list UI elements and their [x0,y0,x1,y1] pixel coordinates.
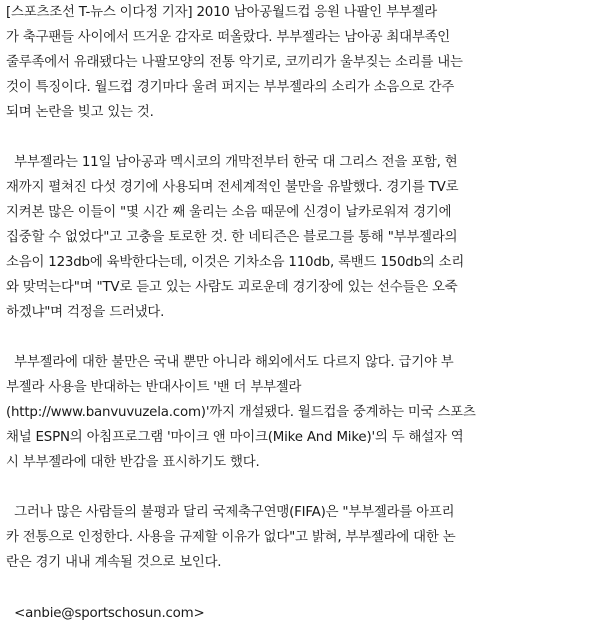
paragraph-gap [6,475,586,500]
text-line: 줄루족에서 유래됐다는 나팔모양의 전통 악기로, 코끼리가 울부짖는 소리를 내는 [6,55,463,70]
text-line: 가 축구팬들 사이에서 뜨거운 감자로 떠올랐다. 부부젤라는 남아공 최대부족인 [6,30,451,45]
text-line: 부젤라 사용을 반대하는 반대사이트 '밴 더 부부젤라 [6,380,302,395]
paragraph-gap [6,575,586,600]
text-line: 란은 경기 내내 계속될 것으로 보인다. [6,555,222,570]
text-line: 그러나 많은 사람들의 불평과 달리 국제축구연맹(FIFA)은 "부부젤라를 아프리 [6,505,455,520]
text-line: 재까지 펼쳐진 다섯 경기에 사용되며 전세계적인 불만을 유발했다. 경기를 TV로 [6,180,459,195]
paragraph-4 [6,500,586,575]
text-line: 부부젤라에 대한 불만은 국내 뿐만 아니라 해외에서도 다르지 않다. 급기야 부 [6,355,454,370]
text-line: 채널 ESPN의 아침프로그램 '마이크 앤 마이크(Mike And Mike)'의 두 해설자 역 [6,430,464,445]
paragraph-3 [6,350,586,475]
text-line: 지켜본 많은 이들이 "몇 시간 째 울리는 소음 때문에 신경이 날카로워져 경기에 [6,205,452,220]
text-line: 하겠냐"며 걱정을 드러냈다. [6,305,165,320]
text-line: (http://www.banvuvuzela.com)'까지 개설됐다. 월드컵을 중계하는 미국 스포츠 [6,405,476,420]
paragraph-2 [6,150,586,325]
text-line: 소음이 123db에 육박한다는데, 이것은 기차소음 110db, 록밴드 150db의 소리 [6,255,465,270]
article-body [6,0,586,626]
text-line: 부부젤라는 11일 남아공과 멕시코의 개막전부터 한국 대 그리스 전을 포함, 현 [6,155,458,170]
text-line: 시 부부젤라에 대한 반감을 표시하기도 했다. [6,455,260,470]
text-line: 것이 특징이다. 월드컵 경기마다 울려 퍼지는 부부젤라의 소리가 소음으로 간주 [6,80,455,95]
text-line: 와 맞먹는다"며 "TV로 듣고 있는 사람도 괴로운데 경기장에 있는 선수들은 오죽 [6,280,458,295]
paragraph-gap [6,125,586,150]
reporter-email: <anbie@sportschosun.com> [6,606,205,621]
text-line: [스포츠조선 T-뉴스 이다정 기자] 2010 남아공월드컵 응원 나팔인 부부젤라 [6,5,438,20]
text-line: 카 전통으로 인정한다. 사용을 규제할 이유가 없다"고 밝혀, 부부젤라에 대한 논 [6,530,456,545]
text-line: 집중할 수 없었다"고 고충을 토로한 것. 한 네티즌은 블로그를 통해 "부부젤라의 [6,230,458,245]
paragraph-1 [6,0,586,125]
text-line: 되며 논란을 빚고 있는 것. [6,105,154,120]
paragraph-gap [6,325,586,350]
